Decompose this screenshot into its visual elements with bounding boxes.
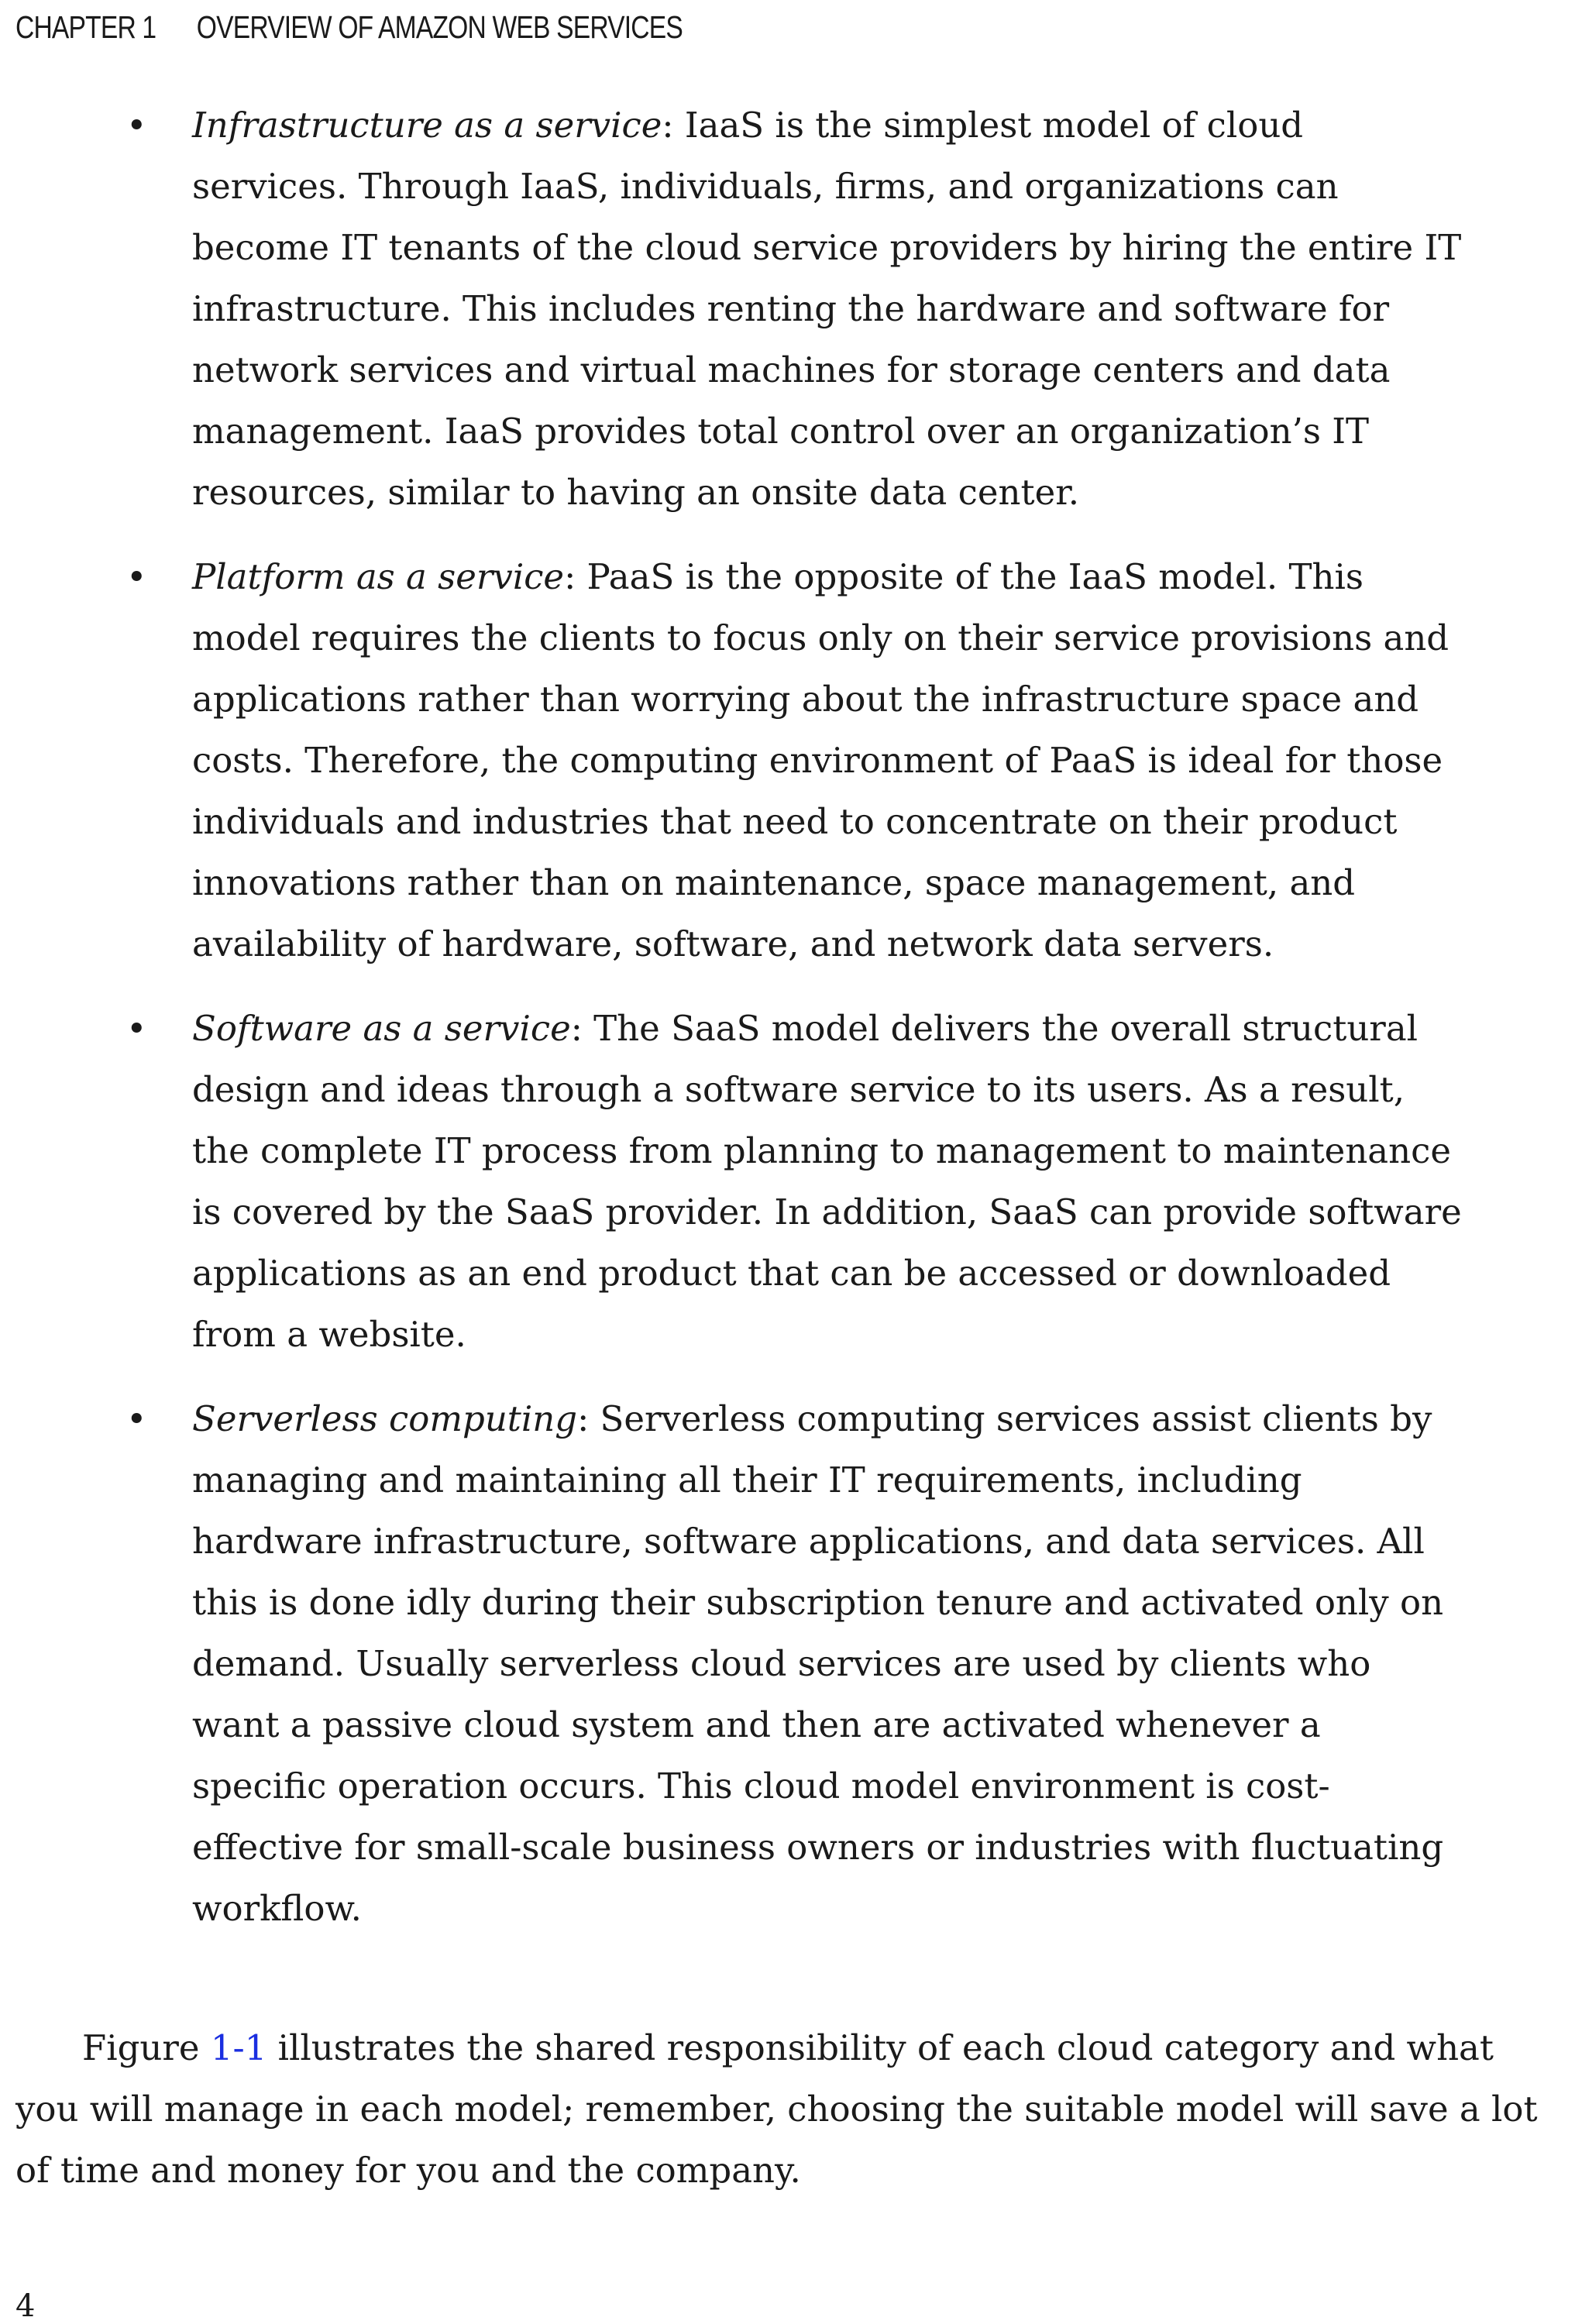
closing-prefix: Figure [82,2027,211,2068]
closing-paragraph [15,2017,1557,2201]
term-serverless: Serverless computing [192,1398,578,1439]
list-item-saas [0,998,1463,1365]
description-paas: : PaaS is the opposite of the IaaS model. This model requires the clients to focus only on their service provisions and applications rather than worrying about the infrastructure space and costs. Therefore, the computing environment of PaaS is ideal for those individuals and industries that need to concentrate on their product innovations rather than on maintenance, space management, and availability of hardware, software, and network data servers. [192,556,1449,964]
term-saas: Software as a service [192,1008,571,1049]
closing-suffix: illustrates the shared responsibility of each cloud category and what you will manage in each model; remember, choosing the suitable model will save a lot of time and money for you and the company. [15,2027,1538,2191]
bullet-icon: • [126,1398,147,1439]
bullet-icon: • [126,105,147,146]
bullet-icon: • [126,1008,147,1049]
term-iaas: Infrastructure as a service [192,105,662,146]
page-number: 4 [15,2288,36,2324]
description-saas: : The SaaS model delivers the overall structural design and ideas through a software service to its users. As a result, the complete IT process from planning to management to maintenance is covered by the SaaS provider. In addition, SaaS can provide software applications as an end product that can be accessed or downloaded from a website. [192,1008,1462,1355]
bullet-icon: • [126,556,147,597]
figure-reference-link[interactable]: 1-1 [210,2027,267,2068]
description-iaas: : IaaS is the simplest model of cloud services. Through IaaS, individuals, firms, and organizations can become IT tenants of the cloud service providers by hiring the entire IT infrastructure. This includes renting the hardware and software for network services and virtual machines for storage centers and data management. IaaS provides total control over an organization’s IT resources, similar to having an onsite data center. [192,105,1462,513]
list-item-iaas [0,95,1463,523]
service-model-list [0,95,1575,1962]
description-serverless: : Serverless computing services assist clients by managing and maintaining all their IT requirements, including hardware infrastructure, software applications, and data services. All this is done idly during their subscription tenure and activated only on demand. Usually serverless cloud services are used by clients who want a passive cloud system and then are activated whenever a specific operation occurs. This cloud model environment is cost-effective for small-scale business owners or industries with fluctuating workflow. [192,1398,1444,1929]
list-item-paas [0,546,1463,975]
chapter-title: OVERVIEW OF AMAZON WEB SERVICES [196,9,683,45]
chapter-label: CHAPTER 1 [15,9,156,45]
list-item-serverless [0,1388,1463,1939]
running-head [15,9,683,46]
term-paas: Platform as a service [192,556,565,597]
